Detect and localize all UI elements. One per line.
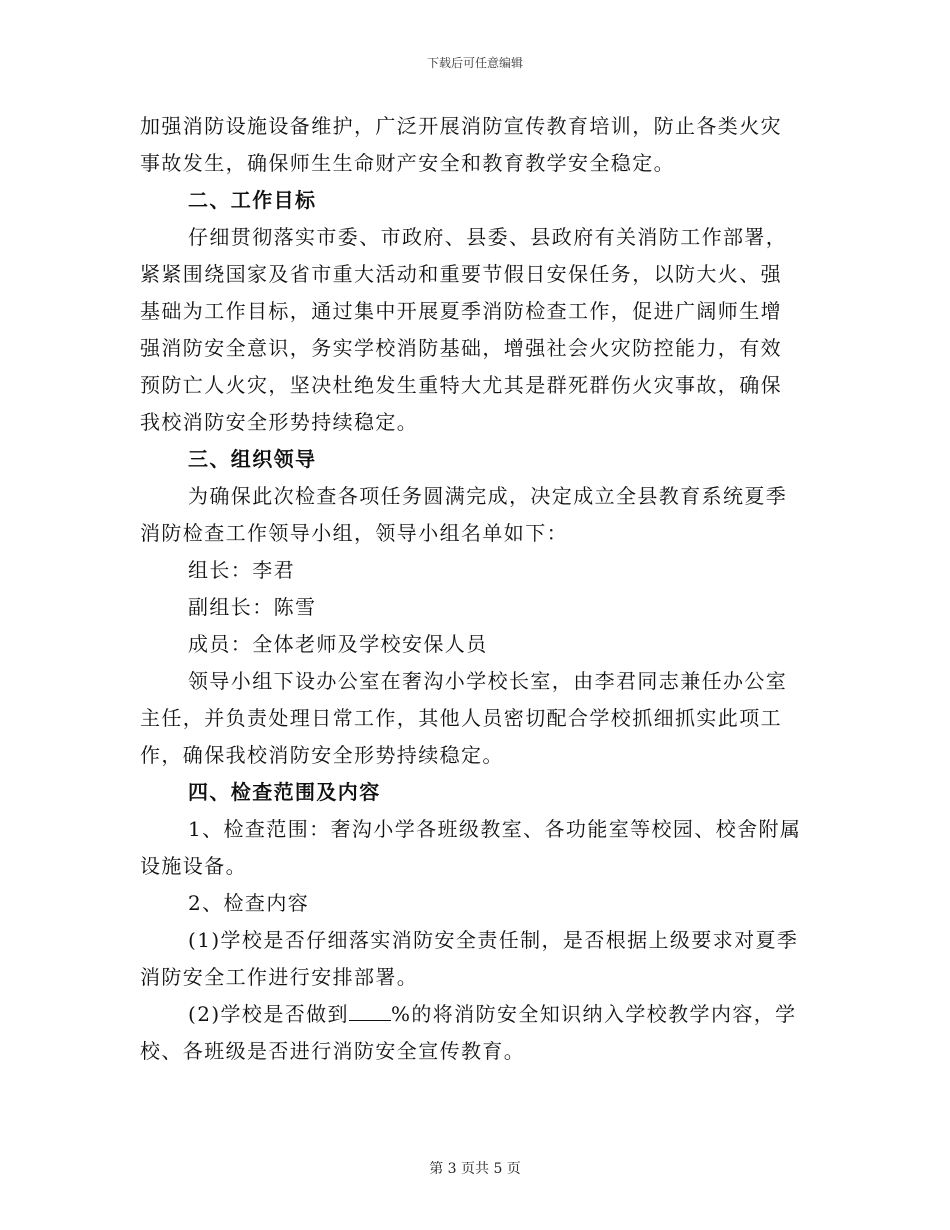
page-header: 下载后可任意编辑	[426, 56, 523, 70]
paragraph-line: 校、各班级是否进行消防安全宣传教育。	[140, 1039, 526, 1063]
paragraph-line: 消防安全工作进行安排部署。	[140, 965, 419, 989]
paragraph-line: 预防亡人火灾，坚决杜绝发生重特大尤其是群死群伤火灾事故，确保	[140, 373, 782, 397]
deputy-leader-line: 副组长：陈雪	[188, 595, 317, 619]
paragraph-line: 2、检查内容	[188, 891, 310, 915]
paragraph-text: (2)学校是否做到	[188, 1002, 349, 1026]
paragraph-line: 作，确保我校消防安全形势持续稳定。	[140, 743, 504, 767]
section-heading-goals: 二、工作目标	[188, 188, 317, 212]
paragraph-line: 我校消防安全形势持续稳定。	[140, 410, 419, 434]
paragraph-line: 1、检查范围：奢沟小学各班级教室、各功能室等校园、校舍附属	[188, 817, 802, 841]
leader-line: 组长：李君	[188, 558, 295, 582]
paragraph-line	[140, 996, 810, 1033]
paragraph-line: 主任，并负责处理日常工作，其他人员密切配合学校抓细抓实此项工	[140, 706, 782, 730]
paragraph-line: (1)学校是否仔细落实消防安全责任制，是否根据上级要求对夏季	[188, 928, 799, 952]
section-heading-scope: 四、检查范围及内容	[188, 780, 381, 804]
paragraph-line: 为确保此次检查各项任务圆满完成，决定成立全县教育系统夏季	[188, 484, 788, 508]
paragraph-line: 仔细贯彻落实市委、市政府、县委、县政府有关消防工作部署，	[188, 225, 788, 249]
paragraph-line: 基础为工作目标，通过集中开展夏季消防检查工作，促进广阔师生增	[140, 299, 782, 323]
paragraph-line: 加强消防设施设备维护，广泛开展消防宣传教育培训，防止各类火灾	[140, 114, 782, 138]
paragraph-line: 紧紧围绕国家及省市重大活动和重要节假日安保任务，以防大火、强	[140, 262, 782, 286]
page-footer: 第 3 页共 5 页	[429, 1161, 521, 1177]
paragraph-text: %的将消防安全知识纳入学校教学内容，学	[390, 1002, 797, 1026]
fill-in-blank	[349, 1002, 391, 1021]
document-body	[140, 108, 810, 1070]
paragraph-line: 消防检查工作领导小组，领导小组名单如下：	[140, 521, 568, 545]
section-heading-leadership: 三、组织领导	[188, 447, 317, 471]
paragraph-line: 设施设备。	[140, 854, 247, 878]
paragraph-line: 强消防安全意识，务实学校消防基础，增强社会火灾防控能力，有效	[140, 336, 782, 360]
paragraph-line: 事故发生，确保师生生命财产安全和教育教学安全稳定。	[140, 151, 675, 175]
members-line: 成员：全体老师及学校安保人员	[188, 632, 488, 656]
paragraph-line: 领导小组下设办公室在奢沟小学校长室，由李君同志兼任办公室	[188, 669, 788, 693]
